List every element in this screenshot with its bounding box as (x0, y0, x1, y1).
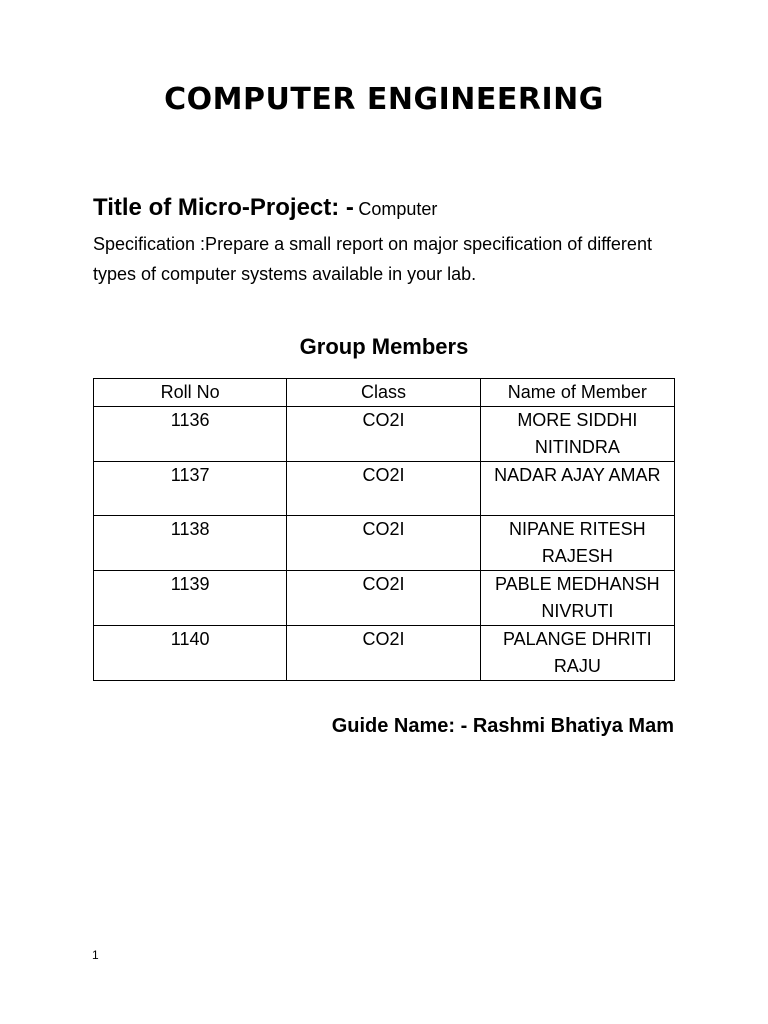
cell-class: CO2I (287, 462, 480, 516)
cell-roll-no: 1138 (94, 516, 287, 571)
cell-roll-no: 1137 (94, 462, 287, 516)
header-class: Class (287, 379, 480, 407)
project-description: Specification :Prepare a small report on major specification of different types of computer systems available in your lab. (93, 234, 652, 284)
table-row (94, 462, 675, 516)
cell-member-name: PALANGE DHRITI RAJU (480, 626, 674, 681)
table-row (94, 516, 675, 571)
cell-member-name: PABLE MEDHANSH NIVRUTI (480, 571, 674, 626)
guide-name: Guide Name: - Rashmi Bhatiya Mam (331, 715, 674, 737)
cell-class: CO2I (287, 626, 480, 681)
project-section (93, 190, 693, 289)
group-members-heading: Group Members (299, 334, 469, 359)
table-row (94, 571, 675, 626)
cell-member-name: MORE SIDDHI NITINDRA (480, 407, 674, 462)
header-roll-no: Roll No (94, 379, 287, 407)
cell-roll-no: 1136 (94, 407, 287, 462)
header-member-name: Name of Member (480, 379, 674, 407)
group-members-table (93, 378, 675, 681)
cell-roll-no: 1140 (94, 626, 287, 681)
cell-roll-no: 1139 (94, 571, 287, 626)
table-row (94, 626, 675, 681)
project-title-value: Computer (358, 199, 438, 219)
cell-member-name: NIPANE RITESH RAJESH (480, 516, 674, 571)
cell-class: CO2I (287, 407, 480, 462)
project-title-label: Title of Micro-Project: - (93, 194, 354, 221)
table-row (94, 407, 675, 462)
table-header-row (94, 379, 675, 407)
cell-class: CO2I (287, 571, 480, 626)
page-title: COMPUTER ENGINEERING (164, 82, 604, 117)
cell-member-name: NADAR AJAY AMAR (480, 462, 674, 516)
page-number: 1 (92, 948, 99, 962)
cell-class: CO2I (287, 516, 480, 571)
project-title-line (93, 190, 693, 229)
